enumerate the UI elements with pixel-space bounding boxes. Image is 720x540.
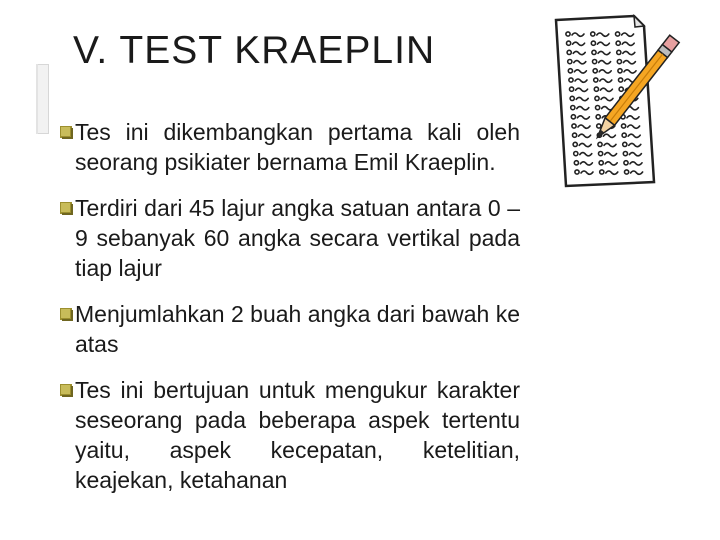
bullet-item bbox=[56, 193, 520, 283]
checkbox-bullet-icon bbox=[58, 382, 74, 398]
slide-title: V. TEST KRAEPLIN bbox=[73, 29, 436, 72]
bullet-text: Tes ini bertujuan untuk mengukur karakter seseorang pada beberapa aspek tertentu yaitu, aspek kecepatan, ketelitian, keajekan, ketahanan bbox=[75, 377, 520, 493]
bullet-text: Menjumlahkan 2 buah angka dari bawah ke atas bbox=[75, 301, 520, 357]
bullet-text: Terdiri dari 45 lajur angka satuan antara 0 – 9 sebanyak 60 angka secara vertikal pada tiap lajur bbox=[75, 195, 520, 281]
bullet-item bbox=[56, 299, 520, 359]
worksheet-with-pencil-icon bbox=[552, 12, 702, 190]
bullet-text: Tes ini dikembangkan pertama kali oleh seorang psikiater bernama Emil Kraeplin. bbox=[75, 119, 520, 175]
accent-line bbox=[36, 64, 38, 134]
checkbox-bullet-icon bbox=[58, 200, 74, 216]
checkbox-bullet-icon bbox=[58, 124, 74, 140]
checkbox-bullet-icon bbox=[58, 306, 74, 322]
bullet-item bbox=[56, 375, 520, 495]
bullet-list bbox=[56, 117, 520, 511]
bullet-item bbox=[56, 117, 520, 177]
